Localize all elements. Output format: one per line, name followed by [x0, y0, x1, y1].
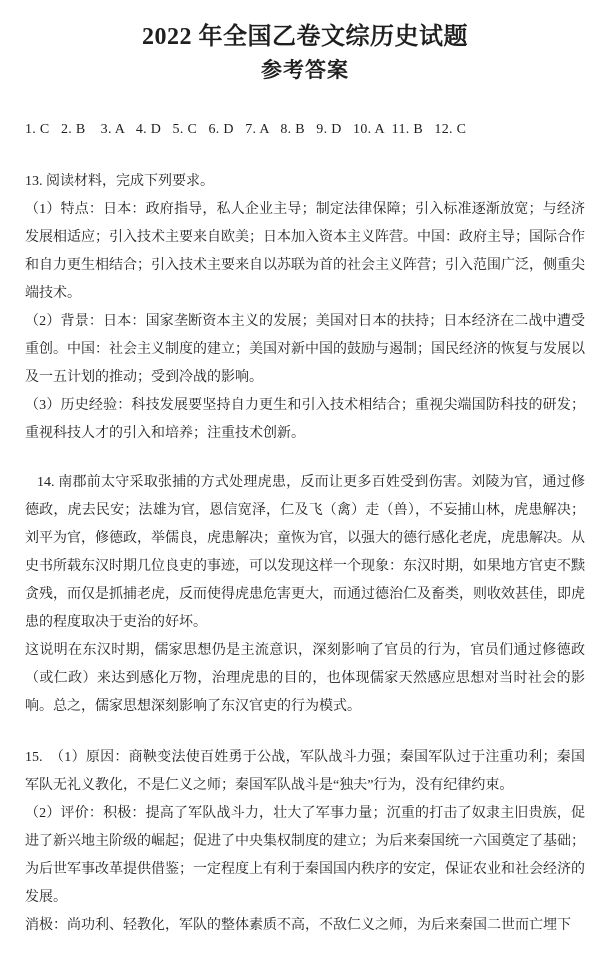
question-13-intro: 13. 阅读材料，完成下列要求。 — [25, 174, 214, 189]
question-14-answer-conclusion: 这说明在东汉时期，儒家思想仍是主流意识，深刻影响了官员的行为，官员们通过修德政（或仁政）来达到感化万物，治理虎患的目的，也体现儒家天然感应思想对当时社会的影响。总之，儒家思想深刻影响了东汉官吏的行为模式。 — [25, 643, 585, 714]
question-15-answer-part2-positive: （2）评价：积极：提高了军队战斗力，壮大了军事力量；沉重的打击了奴隶主旧贵族，促进了新兴地主阶级的崛起；促进了中央集权制度的建立；为后来秦国统一六国奠定了基础；为后世军事改革提供借鉴；一定程度上有利于秦国国内秩序的安定，保证农业和社会经济的发展。 — [25, 806, 585, 905]
question-13-answer-part3-experience: （3）历史经验：科技发展要坚持自力更生和引入技术相结合；重视尖端国防科技的研发；重视科技人才的引入和培养；注重技术创新。 — [25, 398, 585, 441]
document-subtitle: 参考答案 — [261, 58, 349, 82]
question-13-answer-part2-background: （2）背景：日本：国家垄断资本主义的发展；美国对日本的扶持；日本经济在二战中遭受重创。中国：社会主义制度的建立；美国对新中国的鼓励与遏制；国民经济的恢复与发展以及一五计划的推动；受到冷战的影响。 — [25, 314, 585, 385]
question-14-answer-essay: 14. 南郡前太守采取张捕的方式处理虎患，反而让更多百姓受到伤害。刘陵为官，通过修德政，虎去民安；法雄为官，恩信宽泽，仁及飞（禽）走（兽），不妄捕山林，虎患解决；刘平为官，修德政，举儒良，虎患解决；童恢为官，以强大的德行感化老虎，虎患解决。从史书所载东汉时期几位良吏的事迹，可以发现这样一个现象：东汉时期，如果地方官吏不黩贪残，而仅是抓捕老虎，反而使得虎患危害更大，而通过德治仁及畜类，则收效甚佳，即虎患的程度取决于吏治的好坏。 — [25, 475, 585, 630]
document-title: 2022 年全国乙卷文综历史试题 — [142, 24, 468, 50]
multiple-choice-answers: 1. C 2. B 3. A 4. D 5. C 6. D 7. A 8. B 9. D 10. A 11. B 12. C — [25, 122, 467, 137]
section-question-15 — [25, 744, 585, 940]
question-15-answer-part2-negative: 消极：尚功利、轻教化，军队的整体素质不高，不敌仁义之师，为后来秦国二世而亡埋下 — [25, 918, 571, 933]
question-13-answer-part1-features: （1）特点：日本：政府指导，私人企业主导；制定法律保障；引入标准逐渐放宽；与经济发展相适应；引入技术主要来自欧美；日本加入资本主义阵营。中国：政府主导；国际合作和自力更生相结合；引入技术主要来自以苏联为首的社会主义阵营；引入范围广泛，侧重尖端技术。 — [25, 202, 585, 301]
question-15-answer-part1-reasons: 15. （1）原因：商鞅变法使百姓勇于公战，军队战斗力强；秦国军队过于注重功利；秦国军队无礼义教化，不是仁义之师；秦国军队战斗是“独夫”行为，没有纪律约束。 — [25, 750, 585, 793]
section-question-13 — [25, 168, 585, 448]
section-question-14 — [25, 469, 585, 721]
